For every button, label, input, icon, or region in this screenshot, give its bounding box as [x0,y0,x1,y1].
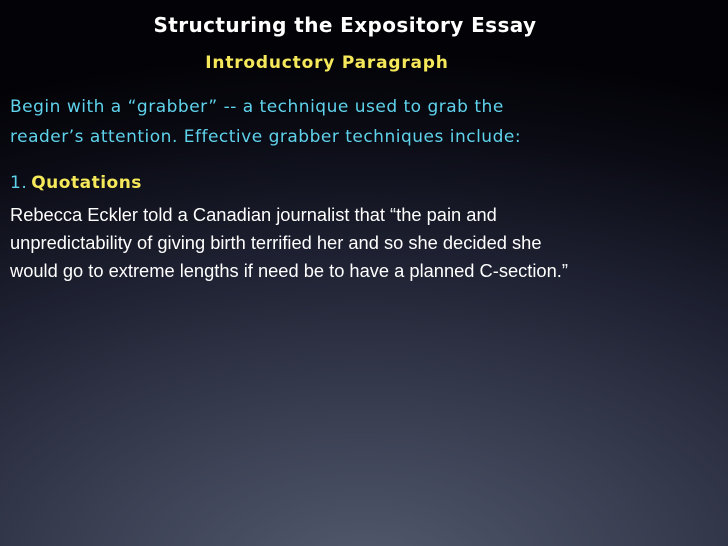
quotation-example [10,201,725,285]
quote-line: would go to extreme lengths if need be to have a planned C-section.” [10,260,568,281]
technique-label: Quotations [31,173,142,193]
intro-line: Begin with a “grabber” -- a technique used to grab the [10,97,504,117]
quote-line: Rebecca Eckler told a Canadian journalist that “the pain and [10,204,497,225]
technique-heading [10,173,142,193]
intro-line: reader’s attention. Effective grabber techniques include: [10,127,522,147]
slide-subtitle: Introductory Paragraph [205,53,449,73]
technique-number: 1. [10,173,28,193]
quote-line: unpredictability of giving birth terrified her and so she decided she [10,232,542,253]
slide-title: Structuring the Expository Essay [153,13,537,37]
intro-paragraph [10,92,720,152]
